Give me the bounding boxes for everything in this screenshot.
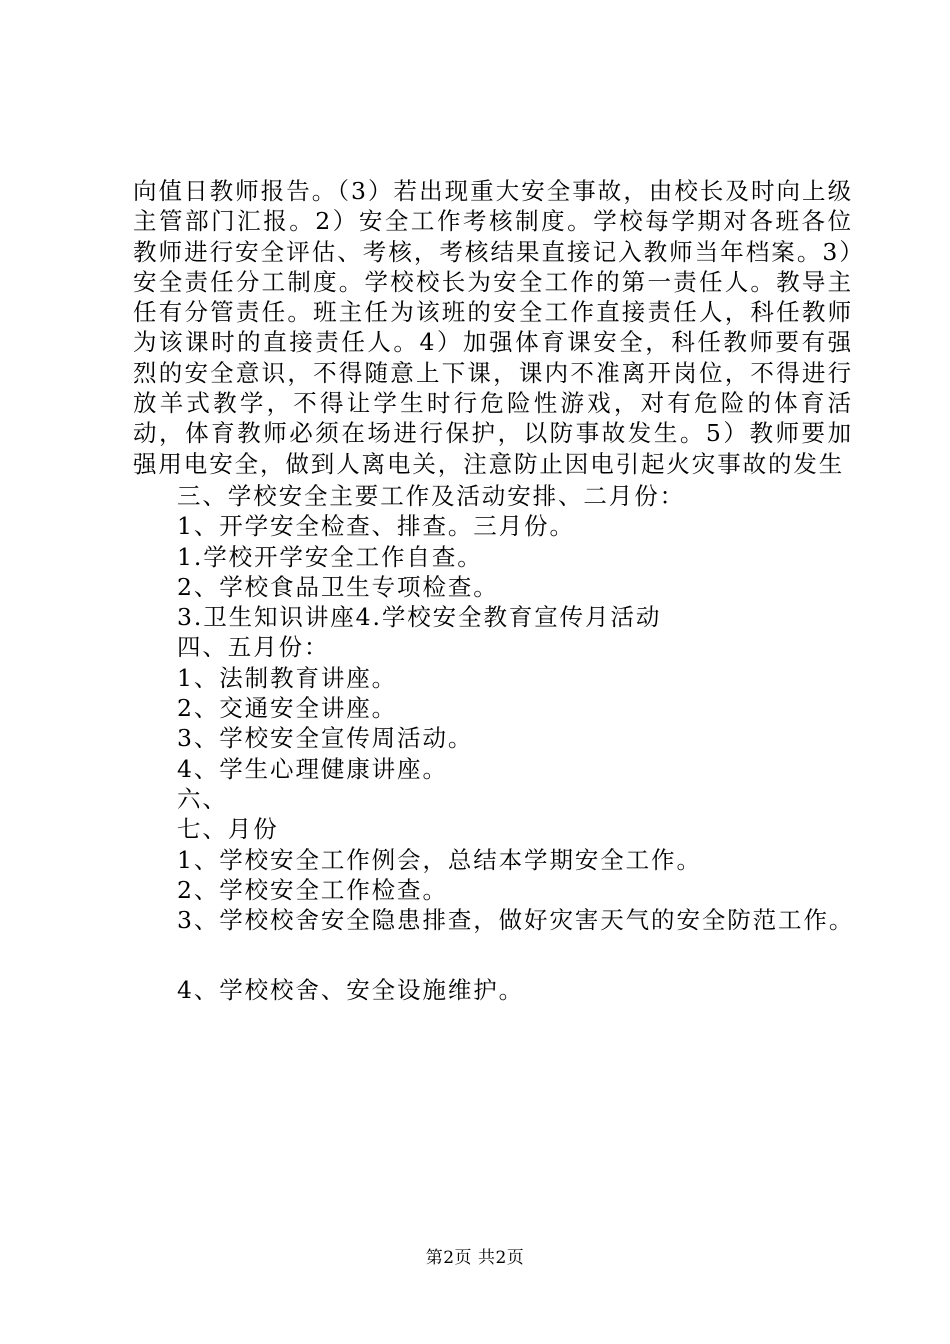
section-heading-4: 四、五月份：	[177, 633, 330, 662]
list-item: 2、学校食品卫生专项检查。	[177, 572, 499, 601]
list-item: 1、开学安全检查、排查。三月份。	[177, 512, 575, 541]
list-item: 4、学生心理健康讲座。	[177, 754, 448, 783]
section-heading-3: 三、学校安全主要工作及活动安排、二月份：	[177, 481, 685, 510]
section-heading-7: 七、月份	[177, 815, 279, 844]
page-footer: 第2页 共2页	[425, 1248, 525, 1268]
list-item: 1、学校安全工作例会，总结本学期安全工作。	[177, 845, 702, 874]
document-body	[133, 176, 853, 1006]
list-item: 2、交通安全讲座。	[177, 694, 398, 723]
list-item: 3、学校安全宣传周活动。	[177, 724, 474, 753]
list-item: 3.卫生知识讲座4.学校安全教育宣传月活动	[177, 603, 662, 632]
list-item: 4、学校校舍、安全设施维护。	[177, 976, 525, 1005]
list-item: 1.学校开学安全工作自查。	[177, 542, 483, 571]
body-paragraph: 向值日教师报告。（3）若出现重大安全事故，由校长及时向上级主管部门汇报。2）安全工作考核制度。学校每学期对各班各位教师进行安全评估、考核，考核结果直接记入教师当年档案。3）安全责任分工制度。学校校长为安全工作的第一责任人。教导主任有分管责任。班主任为该班的安全工作直接责任人，科任教师为该课时的直接责任人。4）加强体育课安全，科任教师要有强烈的安全意识，不得随意上下课，课内不准离开岗位，不得进行放羊式教学，不得让学生时行危险性游戏，对有危险的体育活动，体育教师必须在场进行保护，以防事故发生。5）教师要加强用电安全，做到人离电关，注意防止因电引起火灾事故的发生	[133, 177, 853, 478]
list-item: 1、法制教育讲座。	[177, 663, 398, 692]
section-heading-6: 六、	[177, 784, 228, 813]
list-item: 3、学校校舍安全隐患排查，做好灾害天气的安全防范工作。	[177, 906, 855, 935]
schedule-list	[133, 481, 853, 1006]
list-item: 2、学校安全工作检查。	[177, 875, 448, 904]
